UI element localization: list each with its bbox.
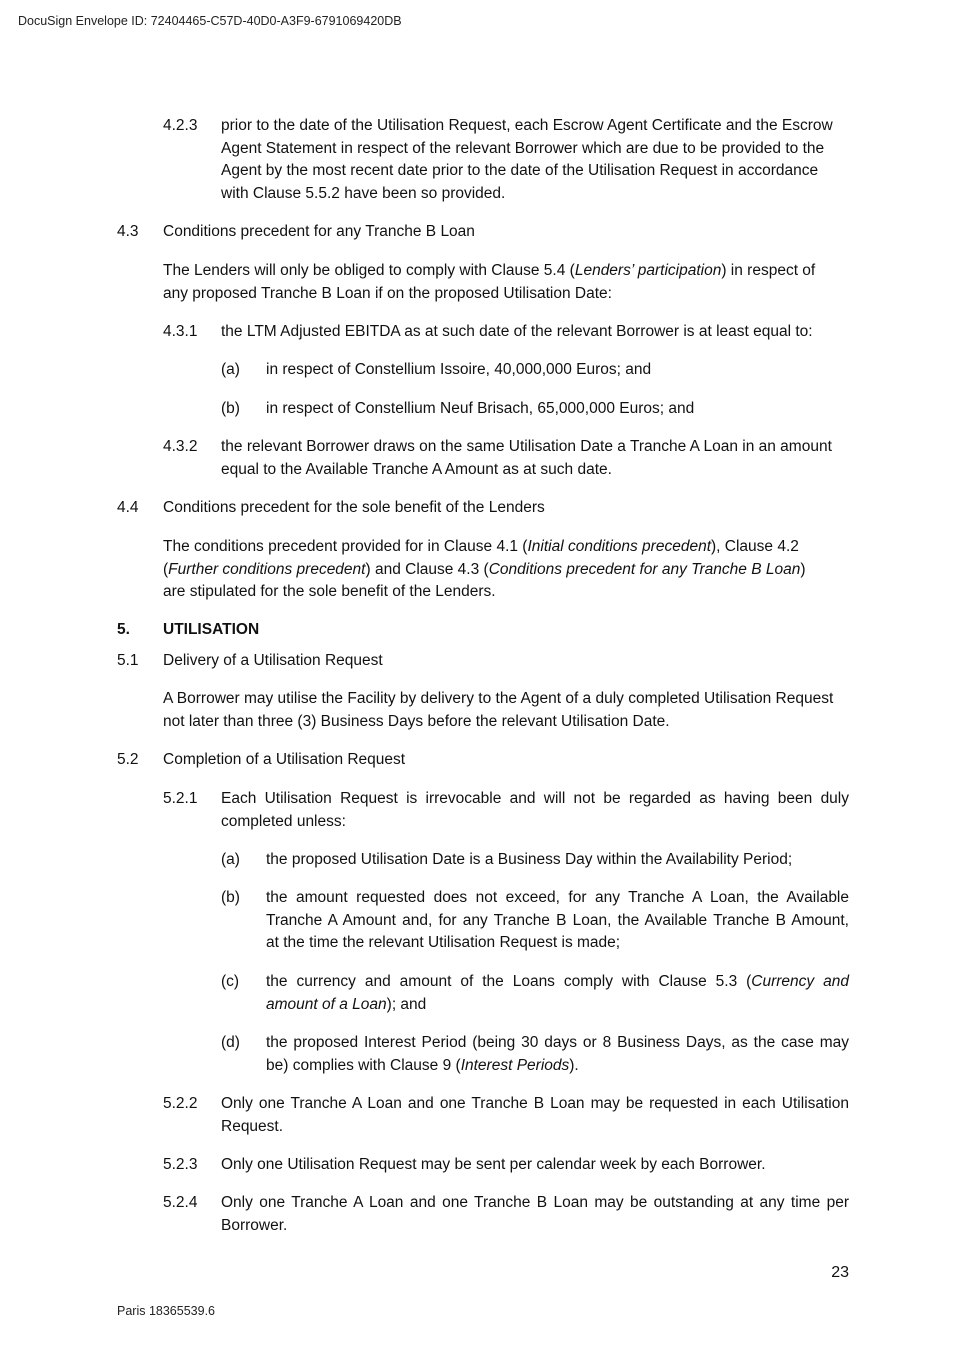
line: A Borrower may utilise the Facility by delivery to the Agent of a duly completed Utilisation Request	[163, 690, 834, 707]
section-number: 5.	[117, 621, 130, 638]
item-label: (d)	[221, 1034, 240, 1051]
line: prior to the date of the Utilisation Request, each Escrow Agent Certificate and the Escrow	[221, 117, 833, 134]
section-5-title	[117, 619, 849, 642]
clause-number: 5.1	[117, 652, 139, 669]
item-label: (b)	[221, 400, 240, 417]
clause-text	[221, 115, 849, 205]
clause-4-4-paragraph	[163, 536, 849, 604]
clause-text: the LTM Adjusted EBITDA as at such date of the relevant Borrower is at least equal to:	[221, 323, 813, 340]
clause-number: 5.2.4	[163, 1194, 198, 1211]
clause-heading: Conditions precedent for the sole benefit of the Lenders	[163, 499, 545, 516]
line: equal to the Available Tranche A Amount as at such date.	[221, 460, 612, 478]
line: the relevant Borrower draws on the same Utilisation Date a Tranche A Loan in an amount	[221, 438, 832, 455]
line: the currency and amount of the Loans comply with Clause 5.3 (Currency and	[266, 973, 849, 990]
line: Tranche A Amount and, for any Tranche B Loan, the Available Tranche B Amount,	[266, 911, 849, 929]
item-5-2-1-b	[221, 887, 849, 955]
item-5-2-1-a	[221, 849, 849, 872]
clause-text: Only one Utilisation Request may be sent per calendar week by each Borrower.	[221, 1156, 766, 1173]
clause-5-2-4	[163, 1192, 849, 1238]
line: amount of a Loan); and	[266, 995, 427, 1013]
line: the amount requested does not exceed, for any Tranche A Loan, the Available	[266, 889, 849, 906]
clause-heading: Delivery of a Utilisation Request	[163, 652, 383, 669]
line: not later than three (3) Business Days before the relevant Utilisation Date.	[163, 712, 670, 730]
clause-5-2-3	[163, 1154, 849, 1177]
clause-5-2-1	[163, 788, 849, 834]
item-5-2-1-c	[221, 971, 849, 1017]
line: Request.	[221, 1117, 284, 1135]
clause-4-3-heading	[117, 221, 849, 244]
item-text: in respect of Constellium Neuf Brisach, 65,000,000 Euros; and	[266, 400, 695, 417]
line: (Further conditions precedent) and Clause 4.3 (Conditions precedent for any Tranche B Loan)	[163, 560, 806, 578]
line: Each Utilisation Request is irrevocable and will not be regarded as having been duly	[221, 790, 849, 807]
clause-4-2-3	[163, 115, 849, 207]
line: any proposed Tranche B Loan if on the proposed Utilisation Date:	[163, 284, 612, 302]
clause-5-2-heading	[117, 749, 849, 772]
line: are stipulated for the sole benefit of the Lenders.	[163, 583, 496, 600]
clause-number: 5.2.1	[163, 790, 198, 807]
item-label: (b)	[221, 889, 240, 906]
clause-number: 4.2.3	[163, 117, 198, 134]
clause-number: 4.3	[117, 223, 139, 240]
item-label: (a)	[221, 361, 240, 378]
clause-5-1-heading	[117, 650, 849, 673]
section-title: UTILISATION	[163, 621, 260, 638]
item-text: in respect of Constellium Issoire, 40,000,000 Euros; and	[266, 361, 652, 378]
line: Agent Statement in respect of the relevant Borrower which are due to be provided to the	[221, 139, 825, 157]
line: The conditions precedent provided for in Clause 4.1 (Initial conditions precedent), Clause 4.2	[163, 538, 799, 555]
line: Borrower.	[221, 1216, 288, 1234]
clause-number: 4.3.1	[163, 323, 198, 340]
line: be) complies with Clause 9 (Interest Periods).	[266, 1056, 579, 1074]
item-label: (a)	[221, 851, 240, 868]
line: at the time the relevant Utilisation Request is made;	[266, 934, 621, 951]
item-4-3-1-a	[221, 359, 849, 382]
line: Only one Tranche A Loan and one Tranche B Loan may be requested in each Utilisation	[221, 1095, 849, 1112]
document-reference: Paris 18365539.6	[117, 1304, 215, 1318]
line: The Lenders will only be obliged to comply with Clause 5.4 (Lenders’ participation) in respect of	[163, 262, 816, 279]
line: Only one Tranche A Loan and one Tranche B Loan may be outstanding at any time per	[221, 1194, 849, 1211]
item-5-2-1-d	[221, 1032, 849, 1078]
clause-heading: Completion of a Utilisation Request	[163, 751, 406, 768]
page-number: 23	[831, 1264, 849, 1281]
clause-5-1-paragraph	[163, 688, 849, 734]
line: Agent by the most recent date prior to the date of the Utilisation Request in accordance	[221, 162, 819, 179]
clause-4-4-heading	[117, 497, 849, 520]
clause-number: 4.3.2	[163, 438, 198, 455]
line: with Clause 5.5.2 have been so provided.	[221, 184, 506, 202]
line: the proposed Interest Period (being 30 days or 8 Business Days, as the case may	[266, 1034, 849, 1051]
clause-5-2-2	[163, 1093, 849, 1139]
clause-number: 5.2.2	[163, 1095, 198, 1112]
clause-number: 5.2.3	[163, 1156, 198, 1173]
clause-4-3-paragraph	[163, 260, 849, 306]
line: completed unless:	[221, 812, 346, 830]
item-4-3-1-b	[221, 398, 849, 421]
item-text: the proposed Utilisation Date is a Business Day within the Availability Period;	[266, 851, 793, 868]
clause-4-3-2	[163, 436, 849, 482]
clause-4-3-1	[163, 321, 849, 344]
clause-number: 5.2	[117, 751, 139, 768]
clause-number: 4.4	[117, 499, 139, 516]
item-label: (c)	[221, 973, 240, 990]
docusign-envelope-id: DocuSign Envelope ID: 72404465-C57D-40D0-A3F9-6791069420DB	[18, 14, 402, 28]
clause-heading: Conditions precedent for any Tranche B Loan	[163, 223, 475, 240]
